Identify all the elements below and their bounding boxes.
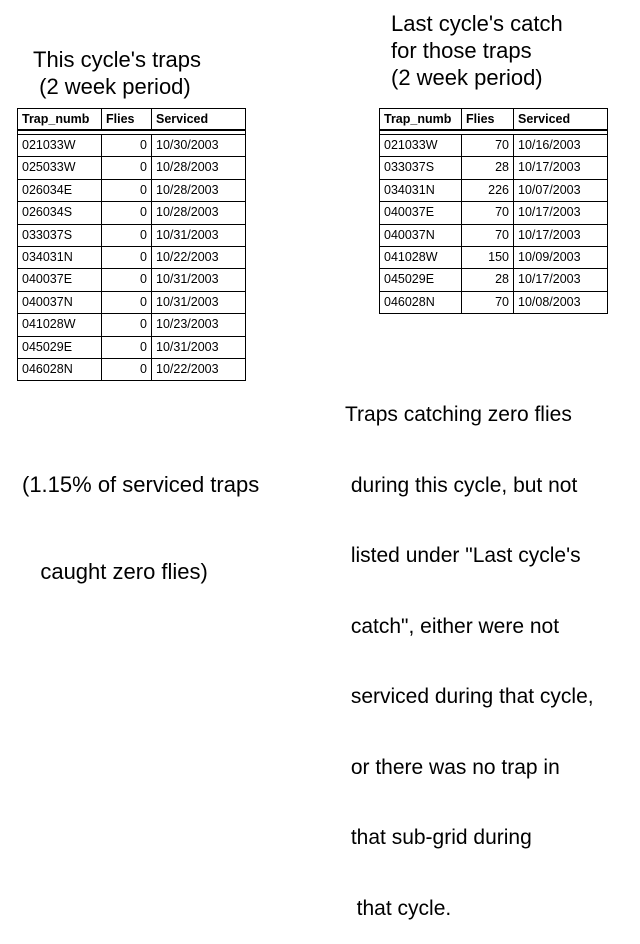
flies-cell: 0 — [102, 359, 152, 380]
flies-cell: 0 — [102, 292, 152, 313]
flies-cell: 0 — [102, 247, 152, 268]
serviced-date-cell: 10/31/2003 — [156, 339, 219, 354]
trap-number-cell: 041028W — [18, 314, 102, 335]
trap-number-cell: 041028W — [380, 247, 462, 268]
column-header-serviced: Serviced — [518, 112, 571, 126]
column-header-flies: Flies — [462, 109, 514, 129]
trap-number-cell: 021033W — [18, 135, 102, 156]
serviced-date-cell: 10/09/2003 — [518, 249, 581, 264]
flies-cell: 70 — [462, 135, 514, 156]
left-note-line-1: (1.15% of serviced traps — [22, 472, 260, 497]
flies-cell: 0 — [102, 135, 152, 156]
flies-cell: 70 — [462, 202, 514, 223]
table-row — [380, 179, 607, 201]
serviced-date-cell: 10/28/2003 — [156, 160, 219, 175]
table-row — [18, 246, 245, 268]
column-header-trap-number: Trap_numb — [18, 109, 102, 129]
serviced-date-cell: 10/17/2003 — [518, 227, 581, 242]
flies-cell: 226 — [462, 180, 514, 201]
table-row — [380, 224, 607, 246]
flies-cell: 28 — [462, 157, 514, 178]
table-row — [18, 134, 245, 156]
table-row — [18, 313, 245, 335]
serviced-date-cell: 10/31/2003 — [156, 294, 219, 309]
serviced-date-cell: 10/23/2003 — [156, 317, 219, 332]
flies-cell: 70 — [462, 225, 514, 246]
right-note-line-8: that cycle. — [345, 896, 452, 920]
column-header-flies: Flies — [102, 109, 152, 129]
right-heading-line-2: for those traps — [391, 38, 532, 63]
serviced-date-cell: 10/31/2003 — [156, 227, 219, 242]
serviced-date-cell: 10/22/2003 — [156, 361, 219, 376]
table-row — [18, 156, 245, 178]
table-row — [18, 179, 245, 201]
table-row — [380, 268, 607, 290]
flies-cell: 0 — [102, 314, 152, 335]
trap-number-cell: 021033W — [380, 135, 462, 156]
table-row — [380, 134, 607, 156]
last-cycle-catch-table — [379, 108, 608, 314]
right-note-line-4: catch", either were not — [345, 614, 560, 638]
flies-cell: 0 — [102, 180, 152, 201]
table-row — [380, 156, 607, 178]
serviced-date-cell: 10/17/2003 — [518, 205, 581, 220]
right-note-line-6: or there was no trap in — [345, 755, 560, 779]
right-note — [345, 356, 594, 944]
table-body — [380, 134, 607, 313]
flies-cell: 0 — [102, 157, 152, 178]
right-note-line-3: listed under "Last cycle's — [345, 544, 581, 567]
table-row — [380, 201, 607, 223]
right-note-line-1: Traps catching zero flies — [345, 403, 572, 426]
serviced-date-cell: 10/17/2003 — [518, 160, 581, 175]
serviced-date-cell: 10/22/2003 — [156, 249, 219, 264]
table-header — [380, 109, 607, 131]
right-heading — [391, 10, 563, 91]
trap-number-cell: 045029E — [18, 337, 102, 358]
trap-number-cell: 026034S — [18, 202, 102, 223]
this-cycle-traps-table — [17, 108, 246, 381]
trap-number-cell: 034031N — [18, 247, 102, 268]
trap-number-cell: 033037S — [380, 157, 462, 178]
flies-cell: 0 — [102, 337, 152, 358]
trap-number-cell: 033037S — [18, 225, 102, 246]
trap-number-cell: 040037E — [380, 202, 462, 223]
serviced-date-cell: 10/17/2003 — [518, 272, 581, 287]
left-heading-line-2: (2 week period) — [33, 74, 191, 99]
serviced-date-cell: 10/08/2003 — [518, 294, 581, 309]
serviced-date-cell: 10/28/2003 — [156, 205, 219, 220]
flies-cell: 150 — [462, 247, 514, 268]
table-row — [380, 291, 607, 313]
trap-number-cell: 040037N — [380, 225, 462, 246]
flies-cell: 70 — [462, 292, 514, 313]
column-header-trap-number: Trap_numb — [380, 109, 462, 129]
trap-number-cell: 034031N — [380, 180, 462, 201]
left-note-line-2: caught zero flies) — [22, 559, 208, 584]
serviced-date-cell: 10/31/2003 — [156, 272, 219, 287]
left-heading-line-1: This cycle's traps — [33, 47, 202, 72]
flies-cell: 0 — [102, 202, 152, 223]
trap-number-cell: 046028N — [380, 292, 462, 313]
trap-number-cell: 046028N — [18, 359, 102, 380]
serviced-date-cell: 10/16/2003 — [518, 138, 581, 152]
left-heading — [33, 46, 201, 100]
table-row — [18, 268, 245, 290]
flies-cell: 0 — [102, 269, 152, 290]
table-row — [18, 358, 245, 380]
table-header — [18, 109, 245, 131]
table-row — [380, 246, 607, 268]
table-row — [18, 201, 245, 223]
trap-number-cell: 025033W — [18, 157, 102, 178]
right-heading-line-1: Last cycle's catch — [391, 11, 563, 36]
table-row — [18, 291, 245, 313]
trap-number-cell: 026034E — [18, 180, 102, 201]
serviced-date-cell: 10/28/2003 — [156, 182, 219, 197]
right-note-line-7: that sub-grid during — [345, 826, 532, 849]
flies-cell: 28 — [462, 269, 514, 290]
right-note-line-2: during this cycle, but not — [345, 473, 578, 497]
table-row — [18, 336, 245, 358]
right-note-line-5: serviced during that cycle, — [345, 685, 594, 708]
serviced-date-cell: 10/30/2003 — [156, 138, 219, 152]
column-header-serviced: Serviced — [156, 112, 209, 126]
flies-cell: 0 — [102, 225, 152, 246]
trap-number-cell: 040037E — [18, 269, 102, 290]
serviced-date-cell: 10/07/2003 — [518, 182, 581, 197]
table-row — [18, 224, 245, 246]
right-heading-line-3: (2 week period) — [391, 65, 543, 90]
trap-number-cell: 040037N — [18, 292, 102, 313]
left-note — [22, 412, 259, 615]
table-body — [18, 134, 245, 380]
trap-number-cell: 045029E — [380, 269, 462, 290]
